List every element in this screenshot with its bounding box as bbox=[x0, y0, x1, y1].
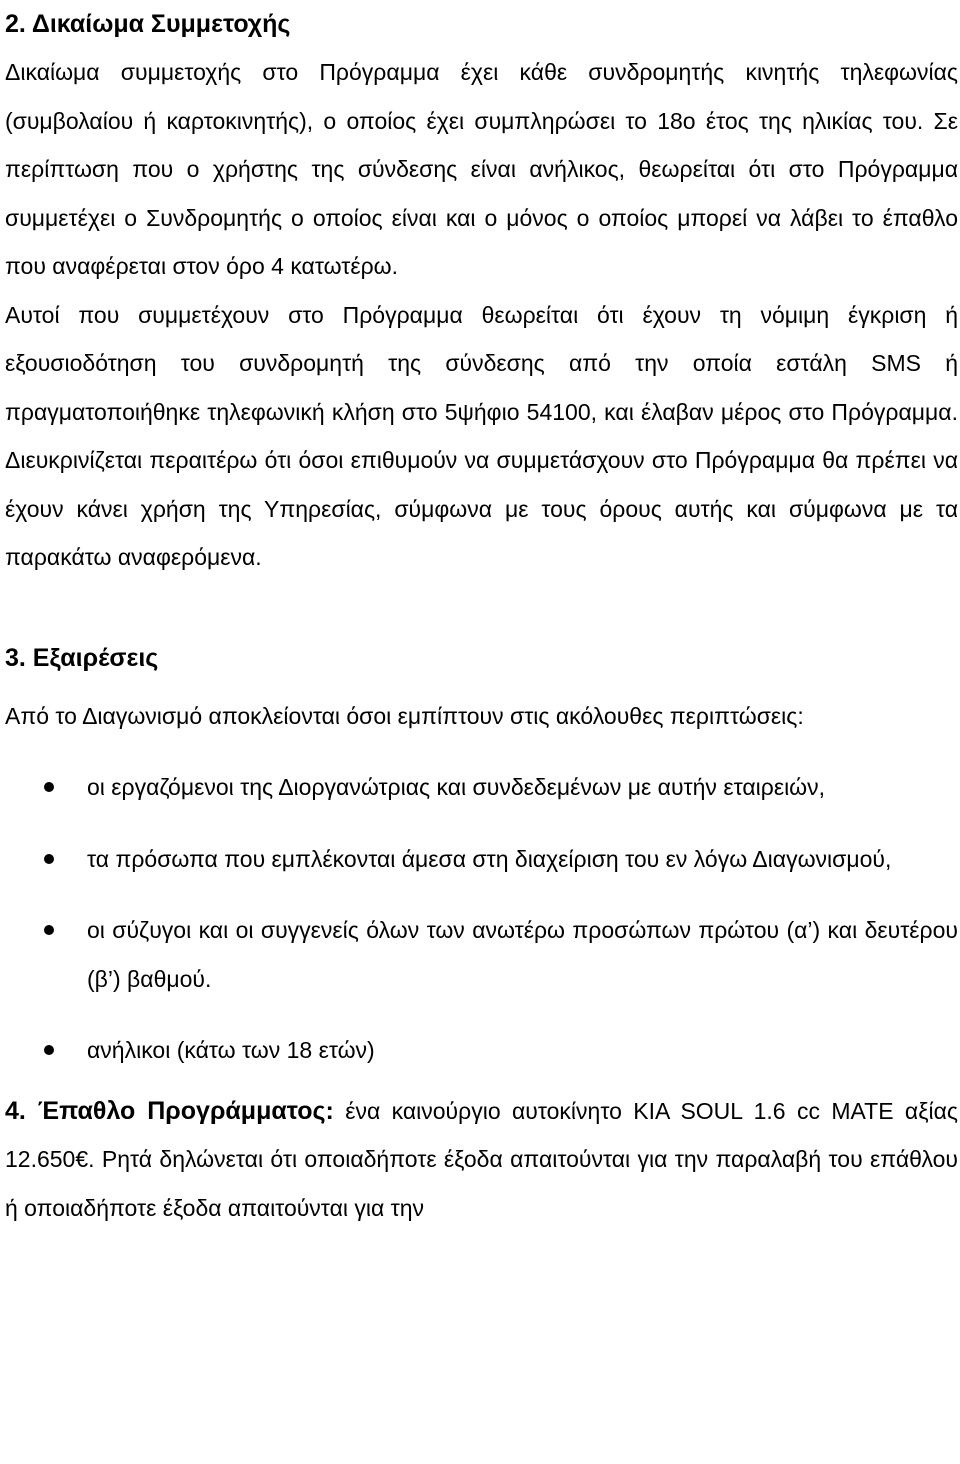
section-3-intro: Από το Διαγωνισμό αποκλείονται όσοι εμπίπτουν στις ακόλουθες περιπτώσεις: bbox=[5, 702, 804, 729]
section-4-paragraph bbox=[5, 1087, 958, 1233]
list-item-text: οι εργαζόμενοι της Διοργανώτριας και συνδεδεμένων με αυτήν εταιρειών, bbox=[87, 774, 826, 800]
list-item bbox=[5, 1026, 958, 1075]
section-2-paragraph-2: Αυτοί που συμμετέχουν στο Πρόγραμμα θεωρείται ότι έχουν τη νόμιμη έγκριση ή εξουσιοδότηση του συνδρομητή της σύνδεσης από την οποία εστάλη SMS ή πραγματοποιήθηκε τηλεφωνική κλήση στο 5ψήφιο 54100, και έλαβαν μέρος στο Πρόγραμμα. Διευκρινίζεται περαιτέρω ότι όσοι επιθυμούν να συμμετάσχουν στο Πρόγραμμα θα πρέπει να έχουν κάνει χρήση της Υπηρεσίας, σύμφωνα με τους όρους αυτής και σύμφωνα με τα παρακάτω αναφερόμενα. bbox=[5, 301, 958, 570]
bullet-icon bbox=[44, 854, 54, 864]
section-4-heading: 4. Έπαθλο Προγράμματος: bbox=[5, 1096, 334, 1125]
section-2-heading: 2. Δικαίωμα Συμμετοχής bbox=[5, 10, 291, 38]
list-item bbox=[5, 763, 958, 812]
bullet-icon bbox=[44, 925, 54, 935]
exclusions-list bbox=[5, 763, 958, 1075]
list-item-text: οι σύζυγοι και οι συγγενείς όλων των ανωτέρω προσώπων πρώτου (α’) και δευτέρου (β’) βαθμού. bbox=[87, 917, 958, 992]
list-item-text: τα πρόσωπα που εμπλέκονται άμεσα στη διαχείριση του εν λόγω Διαγωνισμού, bbox=[87, 845, 892, 872]
document-page bbox=[5, 0, 958, 1232]
section-spacer bbox=[5, 582, 958, 634]
section-2-paragraph-1: Δικαίωμα συμμετοχής στο Πρόγραμμα έχει κάθε συνδρομητής κινητής τηλεφωνίας (συμβολαίου ή καρτοκινητής), ο οποίος έχει συμπληρώσει το 18ο έτος της ηλικίας του. Σε περίπτωση που ο χρήστης της σύνδεσης είναι ανήλικος, θεωρείται ότι στο Πρόγραμμα συμμετέχει ο Συνδρομητής ο οποίος είναι και ο μόνος ο οποίος μπορεί να λάβει το έπαθλο που αναφέρεται στον όρο 4 κατωτέρω. bbox=[5, 59, 958, 279]
list-item bbox=[5, 906, 958, 1003]
heading-spacer bbox=[5, 682, 958, 692]
section-3-heading: 3. Εξαιρέσεις bbox=[5, 643, 159, 672]
bullet-icon bbox=[44, 782, 54, 792]
bullet-icon bbox=[44, 1045, 54, 1055]
section-4-text: ένα καινούργιο αυτοκίνητο KIA SOUL 1.6 cc MATE αξίας 12.650€. Ρητά δηλώνεται ότι οποιαδήποτε έξοδα απαιτούνται για την παραλαβή του επάθλου ή οποιαδήποτε έξοδα απαιτούνται για την bbox=[5, 1097, 959, 1221]
list-item-text: ανήλικοι (κάτω των 18 ετών) bbox=[87, 1037, 375, 1063]
list-item bbox=[5, 835, 958, 884]
